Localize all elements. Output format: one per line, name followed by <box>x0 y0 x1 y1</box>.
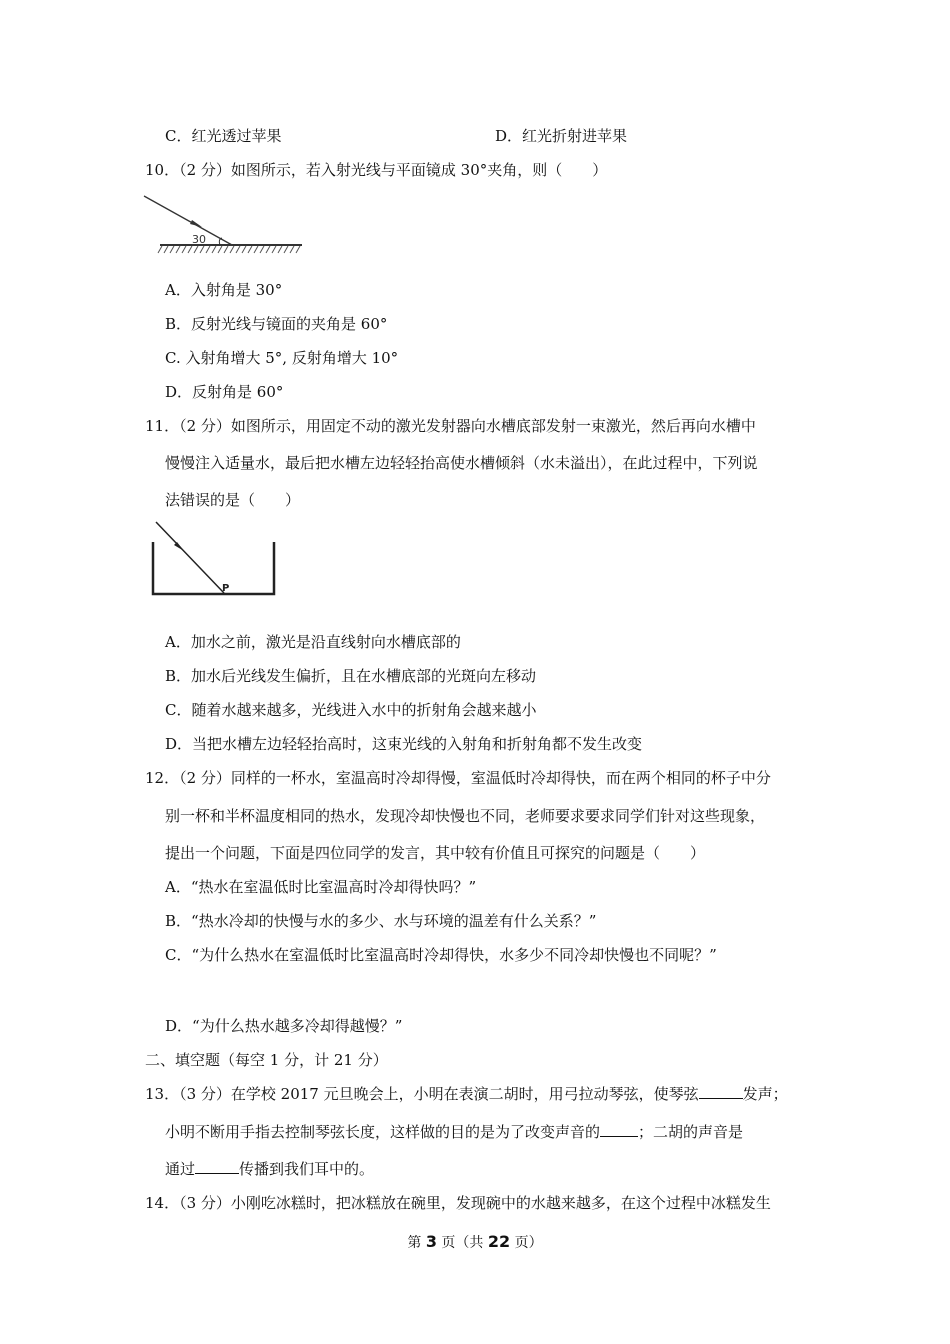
q14-stem: 14．（3 分）小刚吃冰糕时，把冰糕放在碗里，发现碗中的水越来越多，在这个过程中冰糕发生 <box>145 1194 771 1212</box>
mirror-hatching <box>158 246 300 253</box>
q12-option-a: A．“热水在室温低时比室温高时冷却得快吗？” <box>165 878 477 896</box>
q12-option-d: D．“为什么热水越多冷却得越慢？” <box>165 1017 403 1035</box>
footer-prefix: 第 <box>407 1235 426 1251</box>
q12-stem-line2: 别一杯和半杯温度相同的热水，发现冷却快慢也不同，老师要求要求同学们针对这些现象， <box>165 807 766 825</box>
q13-line1 <box>145 1084 788 1104</box>
q10-stem: 10．（2 分）如图所示，若入射光线与平面镜成 30°夹角，则（ ） <box>145 161 608 179</box>
q13-text-1a: 13．（3 分）在学校 2017 元旦晚会上，小明在表演二胡时，用弓拉动琴弦，使琴弦 <box>145 1085 699 1103</box>
q10-mirror-figure <box>140 190 305 260</box>
q10-option-c: C. 入射角增大 5°, 反射角增大 10° <box>165 349 399 367</box>
q12-option-b: B．“热水冷却的快慢与水的多少、水与环境的温差有什么关系？” <box>165 912 597 930</box>
q13-blank-1[interactable] <box>699 1084 743 1099</box>
q13-line2 <box>165 1122 743 1142</box>
q12-option-c: C．“为什么热水在室温低时比室温高时冷却得快，水多少不同冷却快慢也不同呢？” <box>165 946 717 964</box>
q13-blank-2[interactable] <box>600 1122 638 1137</box>
q12-stem-line1: 12．（2 分）同样的一杯水，室温高时冷却得慢，室温低时冷却得快，而在两个相同的杯子中分 <box>145 769 771 787</box>
footer-page-number: 3 <box>425 1232 437 1251</box>
point-p-label: P <box>222 583 230 594</box>
q9-option-c: C．红光透过苹果 <box>165 127 282 145</box>
q11-option-d: D．当把水槽左边轻轻抬高时，这束光线的入射角和折射角都不发生改变 <box>165 735 643 753</box>
angle-label: 30 <box>192 233 206 246</box>
page-footer <box>0 1232 950 1252</box>
q13-blank-3[interactable] <box>195 1159 239 1174</box>
q11-option-a: A．加水之前，激光是沿直线射向水槽底部的 <box>165 633 461 651</box>
section-2-title: 二、填空题（每空 1 分，计 21 分） <box>145 1051 388 1069</box>
q13-text-1b: 发声； <box>742 1085 788 1103</box>
q13-text-2a: 小明不断用手指去控制琴弦长度，这样做的目的是为了改变声音的 <box>165 1123 601 1141</box>
tank-outline <box>153 542 274 594</box>
q13-text-2b: ；二胡的声音是 <box>638 1123 744 1141</box>
q11-water-tank-figure <box>148 518 280 600</box>
q10-option-b: B．反射光线与镜面的夹角是 60° <box>165 315 388 333</box>
q13-text-3b: 传播到我们耳中的。 <box>239 1160 375 1178</box>
q11-stem-line3: 法错误的是（ ） <box>165 491 301 509</box>
q10-option-d: D．反射角是 60° <box>165 383 284 401</box>
q10-option-a: A．入射角是 30° <box>165 281 283 299</box>
incident-ray <box>144 196 232 245</box>
q12-stem-line3: 提出一个问题，下面是四位同学的发言，其中较有价值且可探究的问题是（ ） <box>165 844 706 862</box>
q13-text-3a: 通过 <box>165 1160 196 1178</box>
footer-middle: 页（共 <box>436 1235 488 1251</box>
footer-suffix: 页） <box>510 1235 543 1251</box>
footer-total-pages: 22 <box>487 1232 511 1251</box>
q13-line3 <box>165 1159 374 1179</box>
q9-option-d: D．红光折射进苹果 <box>495 127 628 145</box>
q11-stem-line2: 慢慢注入适量水，最后把水槽左边轻轻抬高使水槽倾斜（水未溢出），在此过程中，下列说 <box>165 454 758 472</box>
ray-arrow <box>190 220 202 227</box>
q11-stem-line1: 11．（2 分）如图所示，用固定不动的激光发射器向水槽底部发射一束激光，然后再向水槽中 <box>145 417 756 435</box>
q11-option-c: C．随着水越来越多，光线进入水中的折射角会越来越小 <box>165 701 537 719</box>
laser-beam <box>156 522 224 593</box>
q11-option-b: B．加水后光线发生偏折，且在水槽底部的光斑向左移动 <box>165 667 537 685</box>
